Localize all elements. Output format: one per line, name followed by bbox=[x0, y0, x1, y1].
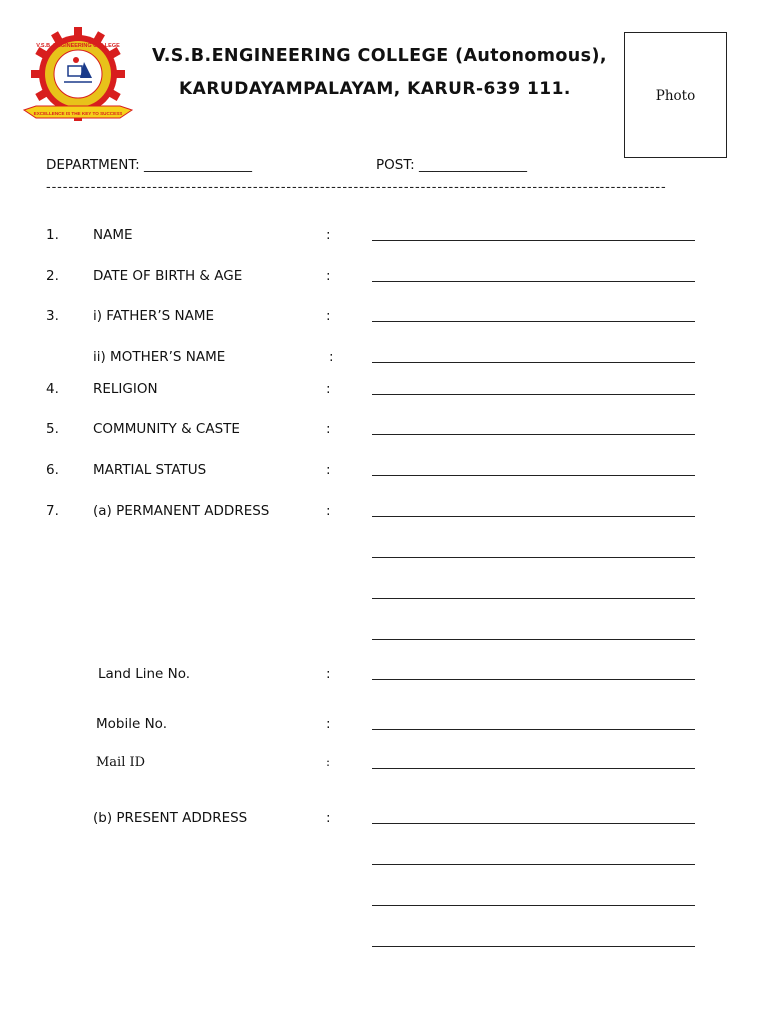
post-label: POST: bbox=[376, 157, 415, 173]
field-colon: : bbox=[326, 666, 331, 682]
field-colon: : bbox=[326, 308, 331, 324]
input-line-present-address-1[interactable] bbox=[372, 823, 695, 824]
field-number: 3. bbox=[46, 308, 59, 324]
field-label-landline: Land Line No. bbox=[98, 666, 191, 682]
field-label-mobile: Mobile No. bbox=[96, 716, 167, 732]
input-line-permanent-address-4[interactable] bbox=[372, 639, 695, 640]
input-line-permanent-address-3[interactable] bbox=[372, 598, 695, 599]
photo-box bbox=[624, 32, 727, 158]
field-label-community: COMMUNITY & CASTE bbox=[93, 421, 240, 437]
field-number: 4. bbox=[46, 381, 59, 397]
input-line-landline[interactable] bbox=[372, 679, 695, 680]
input-line-father-name[interactable] bbox=[372, 321, 695, 322]
department-field bbox=[46, 157, 252, 173]
field-number: 6. bbox=[46, 462, 59, 478]
field-number: 7. bbox=[46, 503, 59, 519]
input-line-present-address-3[interactable] bbox=[372, 905, 695, 906]
field-label-mail-id: Mail ID bbox=[96, 755, 146, 770]
field-colon: : bbox=[326, 503, 331, 519]
input-line-mobile[interactable] bbox=[372, 729, 695, 730]
input-line-present-address-2[interactable] bbox=[372, 864, 695, 865]
input-line-present-address-4[interactable] bbox=[372, 946, 695, 947]
input-line-name[interactable] bbox=[372, 240, 695, 241]
field-colon: : bbox=[326, 716, 331, 732]
field-colon: : bbox=[326, 268, 331, 284]
field-number: 5. bbox=[46, 421, 59, 437]
field-label-father-name: i) FATHER’S NAME bbox=[93, 308, 214, 324]
post-field bbox=[376, 157, 527, 173]
input-line-permanent-address-1[interactable] bbox=[372, 516, 695, 517]
department-blank: ________________ bbox=[143, 157, 252, 173]
field-number: 2. bbox=[46, 268, 59, 284]
college-title: V.S.B.ENGINEERING COLLEGE (Autonomous), bbox=[152, 46, 607, 66]
logo-ring-text: V.S.B. ENGINEERING COLLEGE bbox=[36, 43, 120, 49]
logo-motto: EXCELLENCE IS THE KEY TO SUCCESS bbox=[33, 111, 123, 116]
field-colon: : bbox=[326, 462, 331, 478]
post-blank: ________________ bbox=[418, 157, 527, 173]
field-label-name: NAME bbox=[93, 227, 133, 243]
college-address: KARUDAYAMPALAYAM, KARUR-639 111. bbox=[179, 79, 571, 99]
field-colon: : bbox=[326, 421, 331, 437]
field-colon: : bbox=[326, 755, 331, 769]
field-label-mother-name: ii) MOTHER’S NAME bbox=[93, 349, 226, 365]
input-line-community[interactable] bbox=[372, 434, 695, 435]
photo-label: Photo bbox=[655, 88, 696, 104]
input-line-permanent-address-2[interactable] bbox=[372, 557, 695, 558]
input-line-mother-name[interactable] bbox=[372, 362, 695, 363]
field-label-present-address: (b) PRESENT ADDRESS bbox=[93, 810, 248, 826]
separator-line: --------------------------------------------------------------------------------------------------------------- bbox=[46, 180, 667, 195]
field-label-dob: DATE OF BIRTH & AGE bbox=[93, 268, 243, 284]
input-line-dob[interactable] bbox=[372, 281, 695, 282]
field-number: 1. bbox=[46, 227, 59, 243]
field-label-marital-status: MARTIAL STATUS bbox=[93, 462, 207, 478]
field-colon: : bbox=[326, 227, 331, 243]
field-colon: : bbox=[326, 810, 331, 826]
field-label-permanent-address: (a) PERMANENT ADDRESS bbox=[93, 503, 270, 519]
input-line-religion[interactable] bbox=[372, 394, 695, 395]
field-colon: : bbox=[329, 349, 334, 365]
college-logo bbox=[22, 26, 134, 128]
field-label-religion: RELIGION bbox=[93, 381, 158, 397]
field-colon: : bbox=[326, 381, 331, 397]
department-label: DEPARTMENT: bbox=[46, 157, 140, 173]
input-line-marital-status[interactable] bbox=[372, 475, 695, 476]
input-line-mail-id[interactable] bbox=[372, 768, 695, 769]
